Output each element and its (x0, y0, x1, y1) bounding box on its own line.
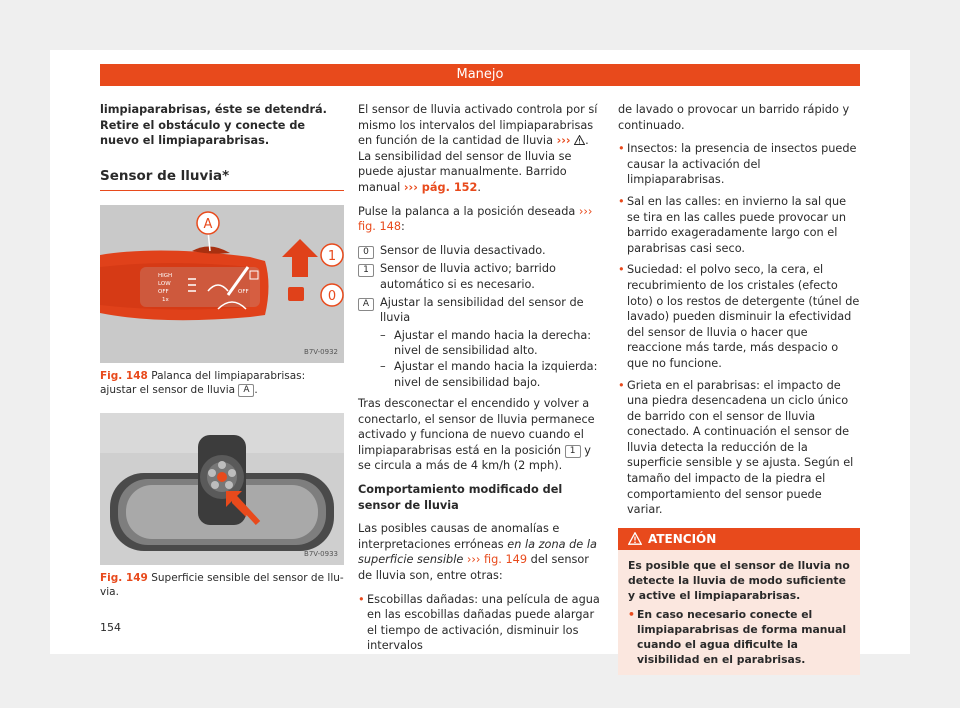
bullet-icon: • (358, 592, 365, 606)
subheading: Comportamiento modificado del sensor de lluvia (358, 483, 563, 512)
definition-text: Ajustar la sensibilidad del sensor de lluvia (380, 295, 584, 325)
figure-149-caption (100, 571, 344, 599)
key-badge: 0 (358, 246, 374, 259)
sub-item (358, 359, 602, 390)
bullet-text: Sal en las calles: en invierno la sal que se tira en las calles puede provocar un barrido exageradamente largo con el parabrisas casi seco. (627, 194, 847, 255)
warning-bullet (628, 607, 850, 667)
page-link[interactable]: ››› pág. 152 (403, 180, 478, 194)
bullet-icon: • (618, 378, 625, 392)
paragraph-1: El sensor de lluvia activado controla por sí mismo los intervalos del limpiaparabrisas en función de la cantidad de lluvia ››› . La sensibilidad del sensor de lluvia se puede ajustar manualmente. Barrido manual ››› pág. 152. (358, 103, 598, 194)
caption-text: Palanca del limpiaparabrisas: ajustar el sensor de lluvia (100, 370, 306, 397)
warning-header (618, 528, 860, 550)
bullet-item (618, 262, 860, 371)
section-title: Sensor de lluvia* (100, 169, 344, 192)
bullet-icon: • (618, 194, 625, 208)
lever-label-off: OFF (158, 289, 169, 296)
bullet-icon: • (618, 263, 625, 277)
wiper-lever-illustration (100, 205, 344, 363)
link-arrows[interactable]: ››› (556, 134, 571, 148)
column-middle (358, 102, 602, 660)
figure-code: B7V-0933 (304, 549, 338, 558)
figure-link[interactable]: ››› fig. 149 (466, 553, 528, 567)
bullet-icon: • (618, 142, 625, 156)
figure-code: B7V-0932 (304, 347, 338, 356)
paragraph-4 (358, 521, 602, 583)
caption-text: Superficie sensible del sensor de lluvia. (100, 572, 344, 599)
key-badge: 1 (358, 264, 374, 277)
mirror-sensor-illustration (100, 413, 344, 565)
sub-item-text: Ajustar el mando hacia la izquierda: nivel de sensibilidad bajo. (394, 359, 598, 389)
definition-item (358, 261, 602, 292)
page-header: Manejo (100, 64, 860, 86)
lever-label-off-right: OFF (238, 289, 249, 296)
bullet-item (618, 194, 860, 256)
text: Tras desconectar el encendido y volver a conectarlo, el sensor de lluvia permanece activado y funciona de nuevo cuando el limpiaparabrisas está en la posición (358, 397, 595, 457)
bullet-text: Insectos: la presencia de insectos puede causar la activación del limpiaparabrisas. (627, 142, 857, 187)
warning-triangle-icon (574, 135, 585, 145)
text: y se circula a más de 4 km/h (2 mph). (358, 443, 591, 473)
callout-1: 1 (327, 249, 337, 265)
sub-item (358, 328, 602, 359)
dash: – (380, 359, 386, 373)
definition-list (358, 243, 602, 390)
callout-a: A (203, 217, 213, 233)
figure-148 (100, 205, 344, 363)
dash: – (380, 328, 386, 342)
bullet-text: Grieta en el parabrisas: el impacto de una piedra desencadena un ciclo único de barrido con el sensor de lluvia conectado. A continuación el sensor de lluvia detecta la reducción de la superficie sensible y se ajusta. Según el tamaño del impacto de la piedra el comportamiento del sensor puede variar. (627, 378, 854, 517)
warning-title: ATENCIÓN (648, 531, 717, 546)
warning-box (618, 528, 860, 675)
column-left (100, 102, 344, 599)
text: Las posibles causas de anomalías e interpretaciones erróneas (358, 522, 560, 551)
key-badge: A (358, 298, 374, 311)
column-right (618, 102, 860, 675)
callout-0: 0 (327, 289, 337, 305)
warning-bullet-text: En caso necesario conecte el limpiaparabrisas de forma manual cuando el agua dificulte la visibilidad en el parabrisas. (637, 607, 847, 666)
bullet-text: Escobillas dañadas: una película de agua en las escobillas dañadas puede alargar el tiempo de activación, disminuir los intervalos (367, 592, 600, 653)
definition-text: Sensor de lluvia desactivado. (380, 243, 546, 257)
definition-text: Sensor de lluvia activo; barrido automático si es necesario. (380, 262, 556, 291)
text: Pulse la palanca a la posición deseada (358, 204, 576, 218)
lever-label-high: HIGH (158, 273, 173, 280)
warning-text: Es posible que el sensor de lluvia no detecte la lluvia de modo suficiente y active el limpiaparabrisas. (628, 558, 850, 602)
text: El sensor de lluvia activado controla por sí mismo los intervalos del limpiaparabrisas en función de la cantidad de lluvia (358, 103, 598, 148)
figure-number: Fig. 149 (100, 572, 148, 585)
paragraph-2: Pulse la palanca a la posición deseada ››› fig. 148: (358, 204, 593, 234)
page-number: 154 (100, 621, 121, 634)
bullet-item (618, 141, 860, 188)
figure-149 (100, 413, 344, 565)
position-badge: 1 (565, 445, 581, 458)
figure-number: Fig. 148 (100, 370, 148, 383)
text: . La sensibilidad del sensor de lluvia se puede ajustar manualmente. Barrido manual (358, 134, 589, 194)
definition-item (358, 295, 602, 326)
intro-paragraph: limpiaparabrisas, éste se detendrá. Retire el obstáculo y conecte de nuevo el limpiaparabrisas. (100, 103, 327, 148)
bullet-text: Suciedad: el polvo seco, la cera, el recubrimiento de los cristales (efecto loto) o los restos de detergente (túnel de lavado) pueden disminuir la efectividad del sensor de lluvia o hacer que reaccione más tarde, más despacio o que no funcione. (627, 263, 860, 370)
lever-label-1x: 1x (162, 297, 169, 304)
figure-148-caption: Fig. 148 Palanca del limpiaparabrisas: ajustar el sensor de lluvia A . (100, 370, 306, 397)
bullet-item (358, 592, 602, 654)
continued-text: de lavado o provocar un barrido rápido y continuado. (618, 103, 850, 132)
warning-body (618, 550, 860, 675)
sub-item-text: Ajustar el mando hacia la derecha: nivel de sensibilidad alto. (394, 328, 592, 358)
warning-triangle-icon (628, 532, 642, 545)
bullet-item (618, 378, 860, 518)
italic-text: en la zona de la superficie sensible (358, 537, 597, 567)
text: del sensor de lluvia son, entre otras: (358, 553, 589, 583)
paragraph-3 (358, 396, 602, 474)
caption-badge: A (238, 384, 254, 397)
figure-link[interactable]: ››› fig. 148 (358, 204, 593, 234)
lever-label-low: LOW (158, 281, 171, 288)
bullet-icon: • (628, 607, 635, 621)
definition-item (358, 243, 602, 260)
